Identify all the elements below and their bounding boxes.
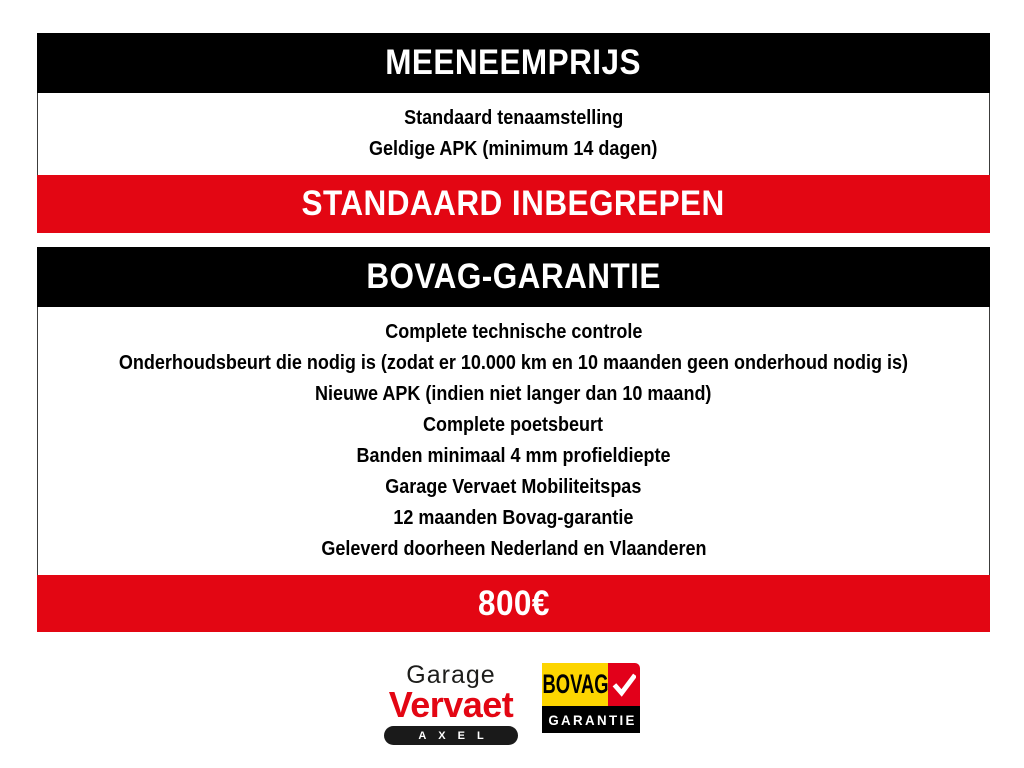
price-bar [37, 575, 990, 632]
checkmark-icon [612, 673, 636, 697]
bovag-logo-yellow-box [542, 663, 608, 706]
list-item: Nieuwe APK (indien niet langer dan 10 maand) [315, 383, 712, 405]
bovag-logo-top-row [542, 663, 640, 706]
footer-logos [0, 660, 1024, 745]
list-item: Standaard tenaamstelling [403, 107, 624, 129]
garage-vervaet-logo-line2: Vervaet [388, 684, 514, 725]
bovag-logo-brand-text: BOVAG [542, 669, 608, 699]
garage-vervaet-logo [384, 660, 518, 745]
list-item: Geleverd doorheen Nederland en Vlaanderen [320, 538, 707, 560]
standaard-inbegrepen-label: STANDAARD INBEGREPEN [301, 184, 726, 223]
bovag-logo-caption-text: GARANTIE [548, 711, 637, 728]
list-item: Complete technische controle [384, 321, 643, 343]
meeneemprijs-header-bar [37, 33, 990, 93]
list-item: Onderhoudsbeurt die nodig is (zodat er 10.000 km en 10 maanden geen onderhoud nodig is) [118, 352, 909, 374]
bovag-garantie-header-bar [37, 247, 990, 307]
bovag-garantie-items-list [37, 307, 990, 575]
list-item: Banden minimaal 4 mm profieldiepte [356, 445, 671, 467]
garage-vervaet-logo-line1: Garage [406, 661, 496, 689]
list-item: 12 maanden Bovag-garantie [393, 507, 634, 529]
price-value: 800€ [477, 583, 550, 623]
bovag-garantie-logo [542, 663, 640, 733]
pricing-sheet [37, 33, 990, 632]
axel-badge-label: AXEL [418, 729, 496, 742]
bovag-logo-red-box [608, 663, 640, 706]
axel-badge [384, 726, 518, 745]
list-item: Geldige APK (minimum 14 dagen) [369, 138, 658, 160]
block-divider-gap [37, 233, 990, 247]
bovag-garantie-header-title: BOVAG-GARANTIE [366, 257, 661, 296]
meeneemprijs-items-list [37, 93, 990, 175]
list-item: Garage Vervaet Mobiliteitspas [385, 476, 642, 498]
list-item: Complete poetsbeurt [423, 414, 604, 436]
standaard-inbegrepen-bar [37, 175, 990, 233]
bovag-logo-caption-bar [542, 706, 640, 733]
meeneemprijs-header-title: MEENEEMPRIJS [385, 43, 642, 82]
